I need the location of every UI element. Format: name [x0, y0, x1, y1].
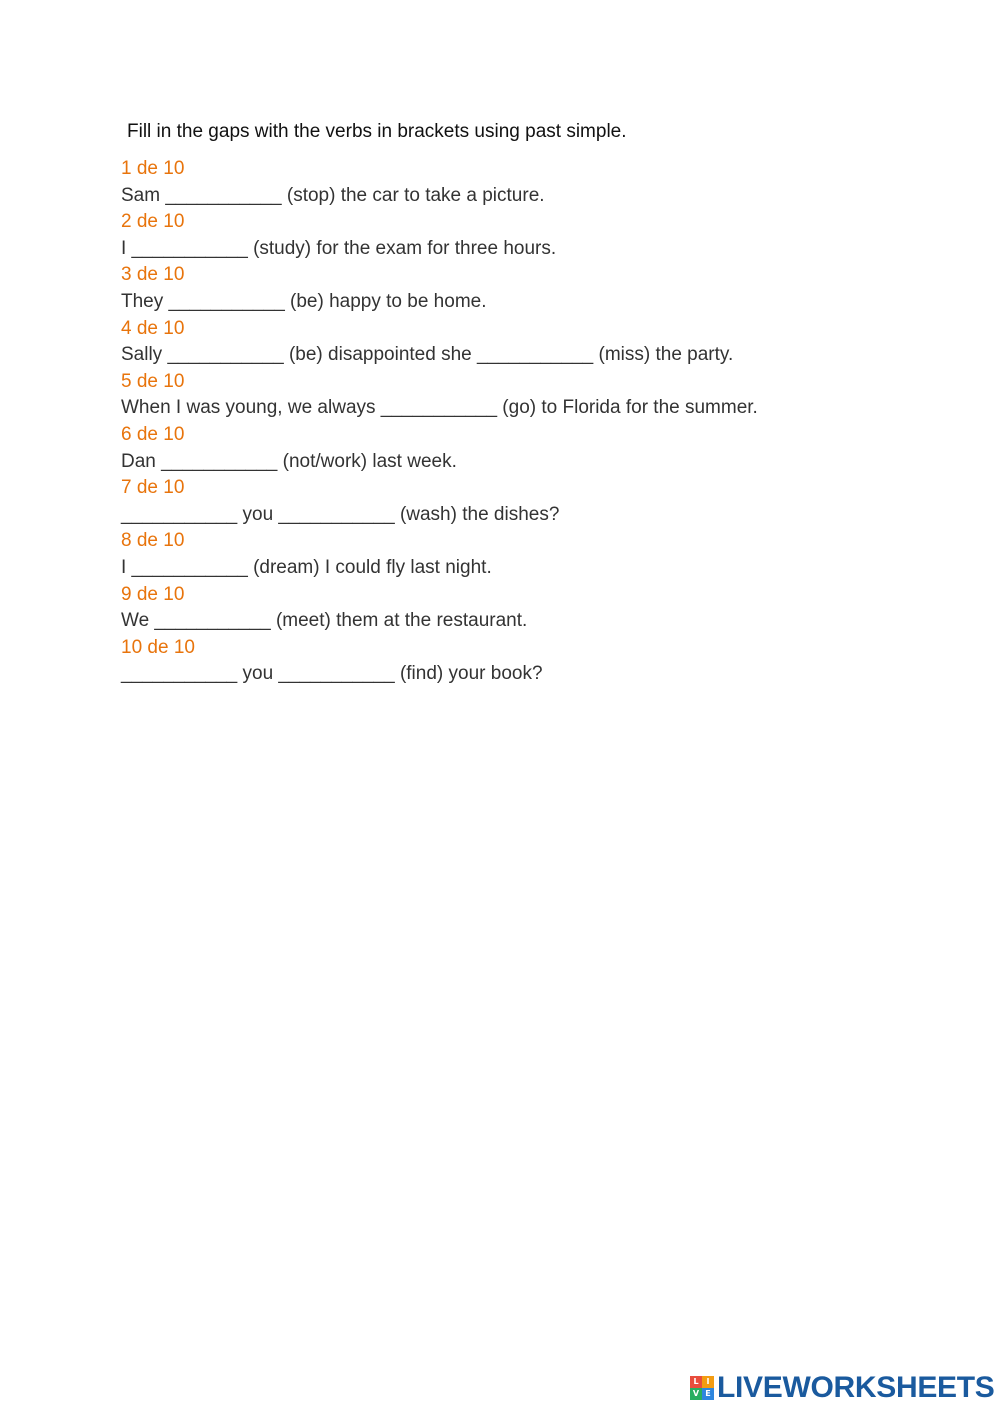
question-text: When I was young, we always ___________ (go) to Florida for the summer.: [121, 397, 758, 419]
question-text: Dan ___________ (not/work) last week.: [121, 450, 457, 472]
question-number: 10 de 10: [121, 636, 195, 658]
question-number: 3 de 10: [121, 264, 185, 286]
question-number: 7 de 10: [121, 477, 185, 499]
question-text: Sam ___________ (stop) the car to take a picture.: [121, 184, 545, 206]
question-text: We ___________ (meet) them at the restaurant.: [121, 610, 528, 632]
question-number: 6 de 10: [121, 423, 185, 445]
question-text: ___________ you ___________ (wash) the dishes?: [121, 503, 560, 525]
question-list: [121, 156, 941, 688]
instructions-text: Fill in the gaps with the verbs in brackets using past simple.: [127, 121, 627, 142]
question-number: 1 de 10: [121, 158, 185, 179]
question-number: 5 de 10: [121, 370, 185, 392]
logo-block-letter: I: [702, 1376, 714, 1388]
logo-blocks-icon: [690, 1376, 714, 1400]
liveworksheets-logo: [690, 1372, 995, 1404]
logo-block-letter: L: [690, 1376, 702, 1388]
question-text: I ___________ (study) for the exam for three hours.: [121, 237, 557, 259]
logo-block-letter: V: [690, 1388, 702, 1400]
brand-name: LIVEWORKSHEETS: [717, 1371, 995, 1404]
question-text: Sally ___________ (be) disappointed she ___________ (miss) the party.: [121, 344, 734, 366]
question-text: They ___________ (be) happy to be home.: [121, 290, 487, 312]
question-number: 8 de 10: [121, 530, 185, 552]
question-text: I ___________ (dream) I could fly last night.: [121, 556, 492, 578]
question-text: ___________ you ___________ (find) your book?: [121, 663, 543, 685]
question-number: 9 de 10: [121, 583, 185, 605]
question-number: 2 de 10: [121, 211, 185, 233]
logo-block-letter: E: [702, 1388, 714, 1400]
question-number: 4 de 10: [121, 317, 185, 339]
